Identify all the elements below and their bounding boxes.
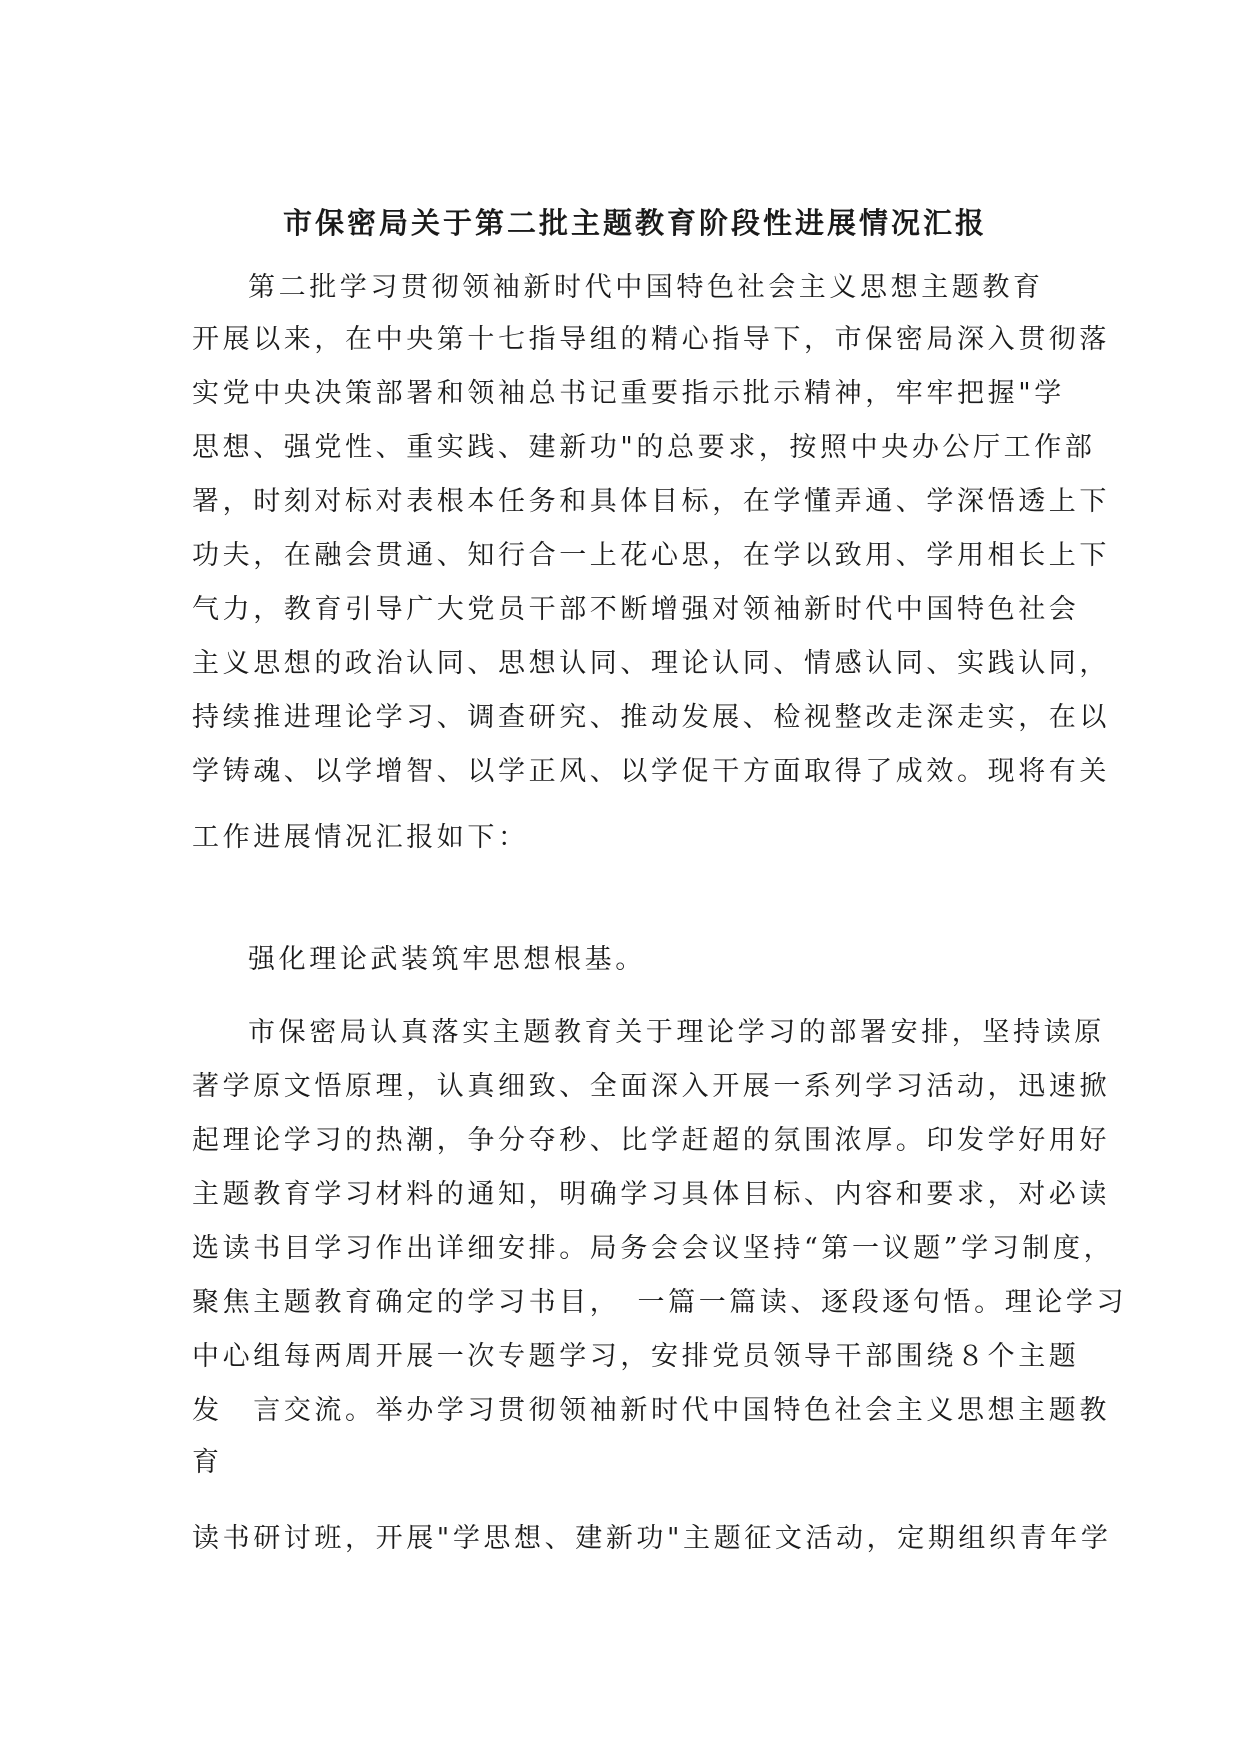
body-line: 育: [192, 1447, 223, 1478]
intro-line: 第二批学习贯彻领袖新时代中国特色社会主义思想主题教育: [248, 272, 1044, 303]
intro-line: 学铸魂、以学增智、以学正风、以学促干方面取得了成效。现将有关: [192, 756, 1110, 787]
body-line: 发 言交流。举办学习贯彻领袖新时代中国特色社会主义思想主题教: [192, 1395, 1110, 1426]
body-line: 中心组每两周开展一次专题学习，安排党员领导干部围绕８个主题: [192, 1341, 1080, 1372]
body-line: 市保密局认真落实主题教育关于理论学习的部署安排，坚持读原: [248, 1017, 1105, 1048]
intro-line: 工作进展情况汇报如下：: [192, 822, 529, 853]
intro-line: 署，时刻对标对表根本任务和具体目标，在学懂弄通、学深悟透上下: [192, 486, 1110, 517]
intro-line: 开展以来，在中央第十七指导组的精心指导下，市保密局深入贯彻落: [192, 324, 1110, 355]
intro-line: 主义思想的政治认同、思想认同、理论认同、情感认同、实践认同，: [192, 648, 1110, 679]
intro-line: 气力，教育引导广大党员干部不断增强对领袖新时代中国特色社会: [192, 594, 1080, 625]
body-line: 起理论学习的热潮，争分夺秒、比学赶超的氛围浓厚。印发学好用好: [192, 1125, 1110, 1156]
body-line: 读书研讨班，开展"学思想、建新功"主题征文活动，定期组织青年学: [192, 1523, 1112, 1554]
body-line: 聚焦主题教育确定的学习书目， 一篇一篇读、逐段逐句悟。理论学习: [192, 1287, 1128, 1318]
section-heading: 强化理论武装筑牢思想根基。: [248, 944, 646, 975]
intro-line: 实党中央决策部署和领袖总书记重要指示批示精神，牢牢把握"学: [192, 378, 1065, 409]
body-line: 主题教育学习材料的通知，明确学习具体目标、内容和要求，对必读: [192, 1179, 1110, 1210]
intro-line: 功夫，在融会贯通、知行合一上花心思，在学以致用、学用相长上下: [192, 540, 1110, 571]
body-line: 选读书目学习作出详细安排。局务会会议坚持“第一议题”学习制度，: [192, 1233, 1115, 1264]
intro-line: 持续推进理论学习、调查研究、推动发展、检视整改走深走实，在以: [192, 702, 1110, 733]
document-title: 市保密局关于第二批主题教育阶段性进展情况汇报: [282, 206, 987, 240]
body-line: 著学原文悟原理，认真细致、全面深入开展一系列学习活动，迅速掀: [192, 1071, 1110, 1102]
intro-line: 思想、强党性、重实践、建新功"的总要求，按照中央办公厅工作部: [192, 432, 1096, 463]
